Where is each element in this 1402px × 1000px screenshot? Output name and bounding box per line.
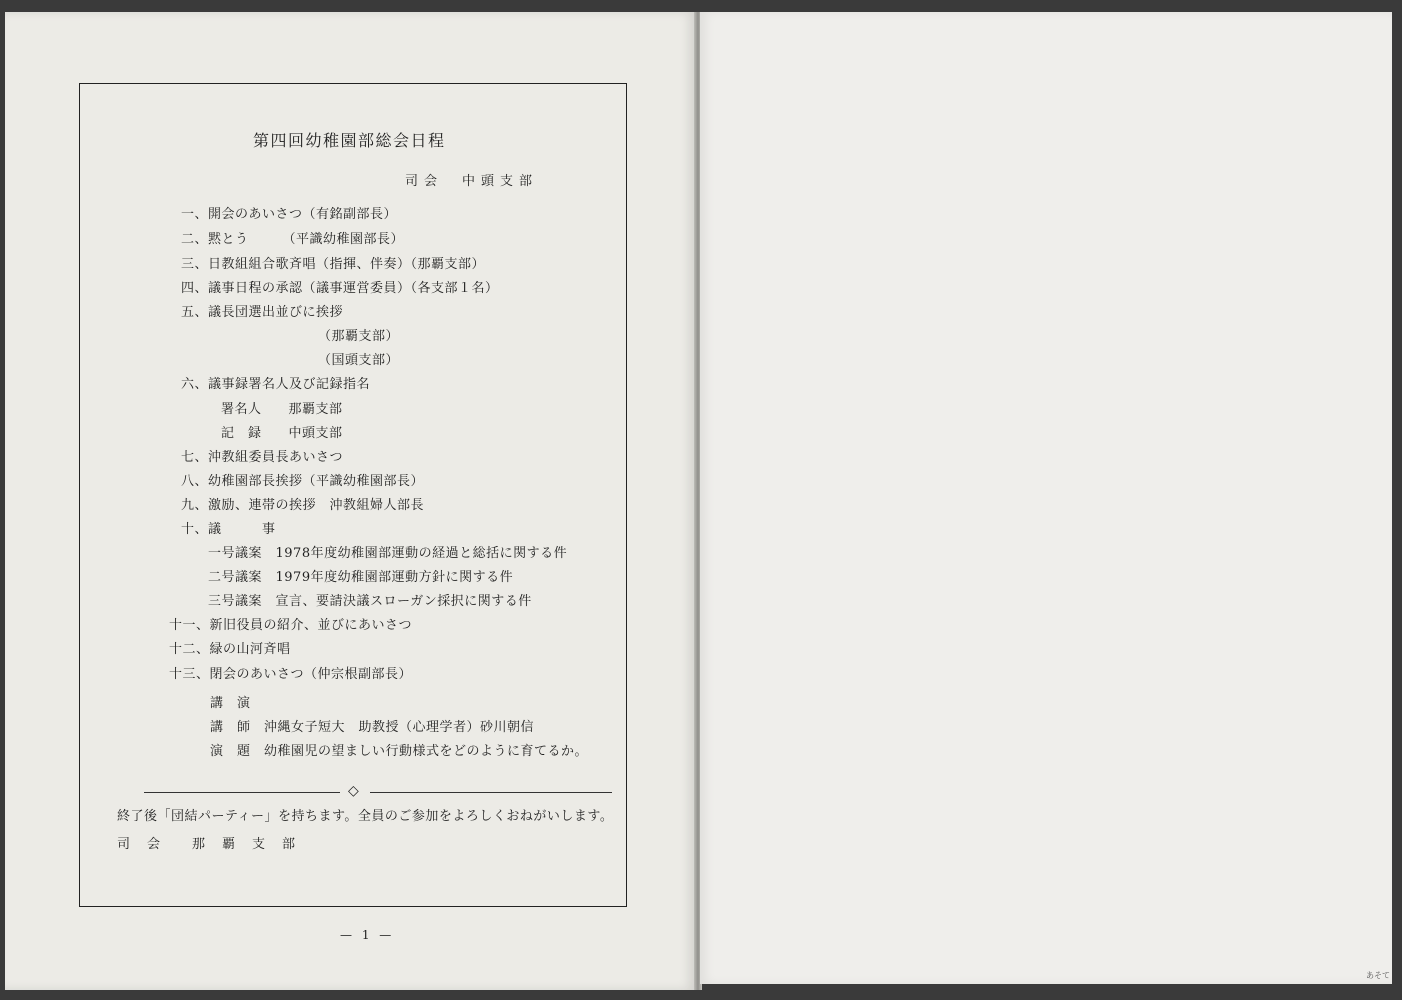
agenda-item: 十一、新旧役員の紹介、並びにあいさつ bbox=[169, 618, 413, 633]
party-notice: 終了後「団結パーティー」を持ちます。全員のご参加をよろしくおねがいします。 bbox=[117, 809, 614, 824]
page-number: — 1 — bbox=[340, 928, 395, 942]
agenda-subitem: 記 録 中頭支部 bbox=[221, 426, 343, 441]
divider-left bbox=[144, 792, 340, 793]
agenda-item: 十二、緑の山河斉唱 bbox=[169, 642, 291, 657]
master-of-ceremonies: 司会 中頭支部 bbox=[405, 174, 539, 189]
agenda-subitem: 署名人 那覇支部 bbox=[221, 402, 343, 417]
agenda-item: 七、沖教組委員長あいさつ bbox=[181, 450, 344, 465]
divider-diamond: ◇ bbox=[348, 783, 359, 799]
agenda-item: 四、議事日程の承認（議事運営委員）（各支部１名） bbox=[181, 281, 499, 296]
agenda-subitem: （国頭支部） bbox=[318, 353, 400, 368]
agenda-motion: 一号議案 1978年度幼稚園部運動の経過と総括に関する件 bbox=[208, 546, 568, 561]
right-page bbox=[700, 12, 1392, 984]
agenda-item: 十、議 事 bbox=[181, 522, 276, 537]
lecture-speaker: 講 師 沖縄女子短大 助教授（心理学者）砂川朝信 bbox=[210, 720, 535, 735]
lecture-heading: 講 演 bbox=[210, 696, 251, 711]
agenda-item: 五、議長団選出並びに挨拶 bbox=[181, 305, 344, 320]
agenda-motion: 二号議案 1979年度幼稚園部運動方針に関する件 bbox=[208, 570, 514, 585]
agenda-motion: 三号議案 宣言、要請決議スローガン採択に関する件 bbox=[208, 594, 532, 609]
agenda-subitem: （那覇支部） bbox=[318, 329, 400, 344]
agenda-item: 九、激励、連帯の挨拶 沖教組婦人部長 bbox=[181, 498, 425, 513]
corner-handwritten-mark: あそて bbox=[1366, 971, 1390, 980]
page-title: 第四回幼稚園部総会日程 bbox=[253, 131, 446, 150]
agenda-item: 一、開会のあいさつ（有銘副部長） bbox=[181, 207, 398, 222]
agenda-item: 八、幼稚園部長挨拶（平識幼稚園部長） bbox=[181, 474, 425, 489]
lecture-topic: 演 題 幼稚園児の望ましい行動様式をどのように育てるか。 bbox=[210, 744, 589, 759]
agenda-item: 三、日教組組合歌斉唱（指揮、伴奏）（那覇支部） bbox=[181, 257, 486, 272]
agenda-item: 六、議事録署名人及び記録指名 bbox=[181, 377, 371, 392]
agenda-item: 二、黙とう （平識幼稚園部長） bbox=[181, 232, 405, 247]
divider-right bbox=[370, 792, 612, 793]
agenda-item: 十三、閉会のあいさつ（仲宗根副部長） bbox=[169, 667, 413, 682]
party-mc: 司 会 那 覇 支 部 bbox=[117, 837, 298, 852]
